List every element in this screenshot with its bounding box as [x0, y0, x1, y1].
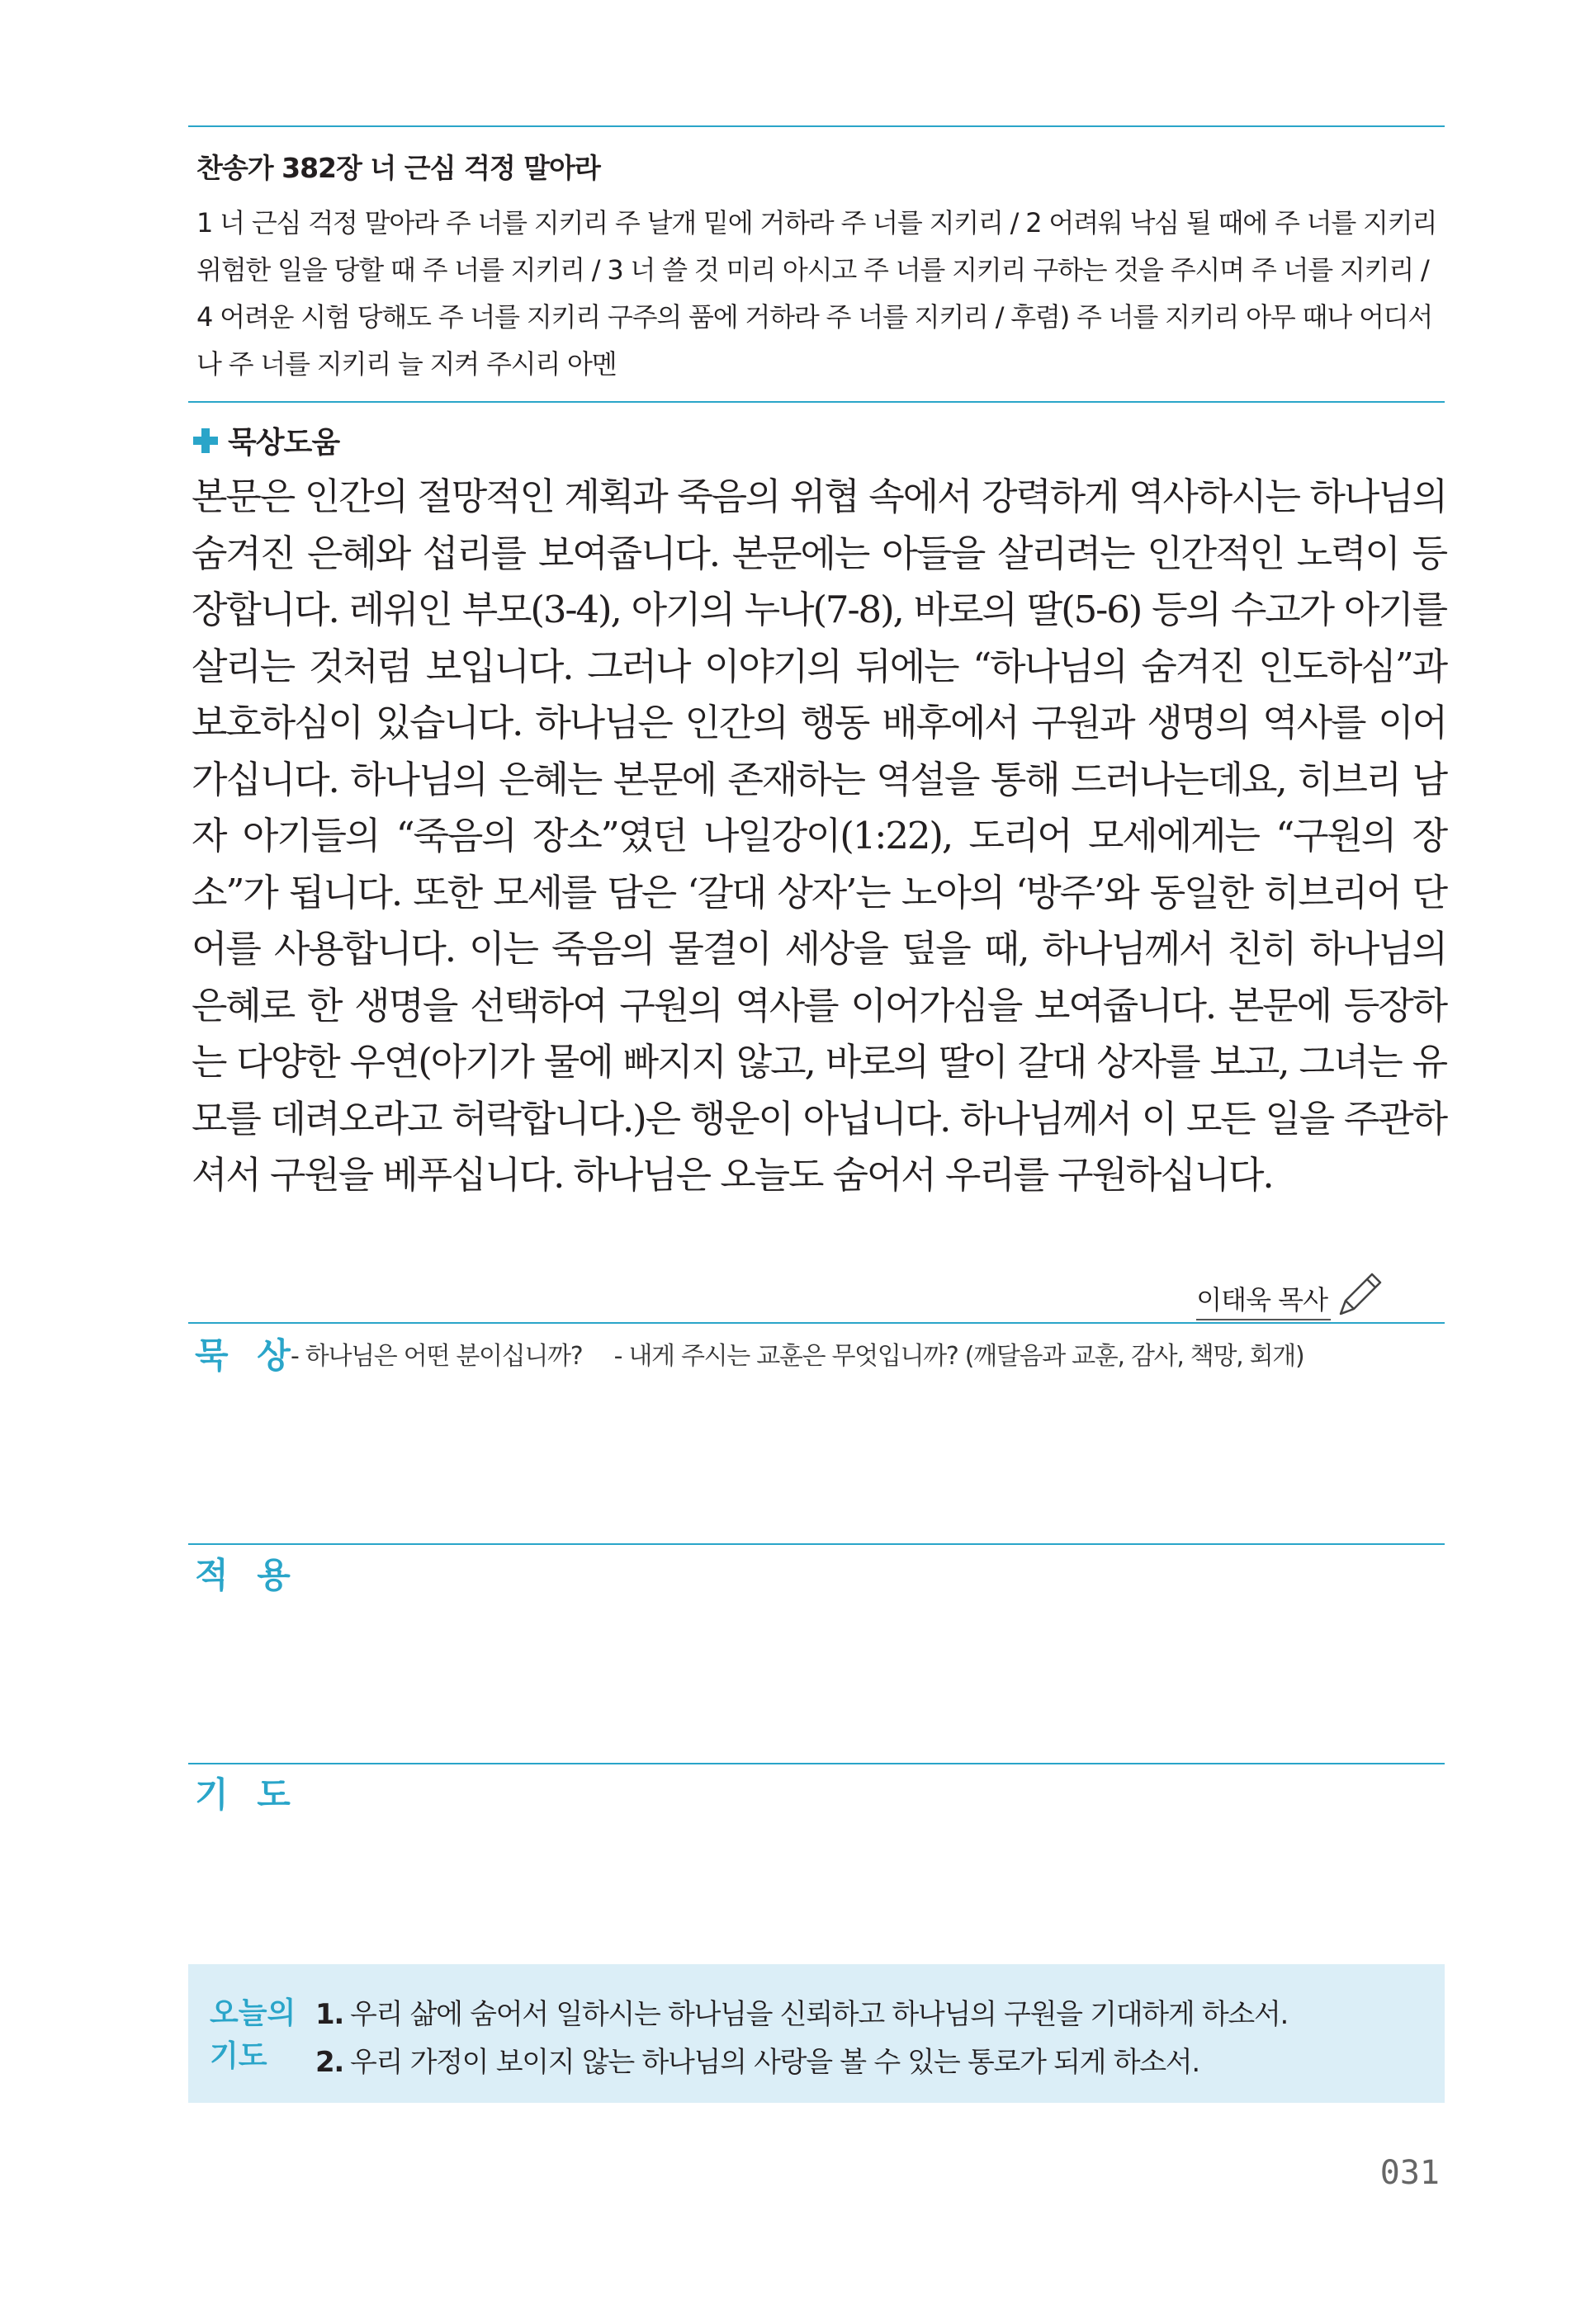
today-prayer-label — [210, 1992, 296, 2078]
prayer-label: 기 도 — [195, 1774, 299, 1815]
reflection-label: 묵 상 — [195, 1335, 299, 1376]
today-prayer-label-line1: 오늘의 — [210, 1996, 296, 2030]
prayer-item-number: 2. — [315, 2046, 343, 2079]
today-prayer-list — [315, 1991, 1288, 2086]
hymn-lyrics: 1 너 근심 걱정 말아라 주 너를 지키리 주 날개 밑에 거하라 주 너를 지키리 / 2 어려워 낙심 될 때에 주 너를 지키리 위험한 일을 당할 때 주 너를 지키리 / 3 너 쓸 것 미리 아시고 주 너를 지키리 구하는 것을 주시며 주 너를 지키리 / 4 어려운 시험 당해도 주 너를 지키리 구주의 품에 거하라 주 너를 지키리 / 후렴) 주 너를 지키리 아무 때나 어디서나 주 너를 지키리 늘 지켜 주시리 아멘 — [196, 207, 1437, 380]
hymn-title: 찬송가 382장 너 근심 걱정 말아라 — [196, 152, 600, 184]
meditation-heading-label: 묵상도움 — [228, 426, 340, 460]
page-number: 031 — [1379, 2154, 1440, 2192]
author-name: 이태욱 목사 — [1196, 1279, 1331, 1320]
today-prayer-box — [188, 1964, 1445, 2103]
reflection-question-2: - 내게 주시는 교훈은 무엇입니까? (깨달음과 교훈, 감사, 책망, 회개) — [613, 1342, 1304, 1371]
application-rule — [188, 1543, 1445, 1545]
list-item — [315, 2038, 1288, 2086]
top-rule — [188, 125, 1445, 127]
list-item — [315, 1991, 1288, 2038]
meditation-heading — [193, 419, 339, 461]
hymn-bottom-rule — [188, 401, 1445, 403]
reflection-questions — [291, 1335, 1328, 1372]
meditation-body: 본문은 인간의 절망적인 계획과 죽음의 위협 속에서 강력하게 역사하시는 하나님의 숨겨진 은혜와 섭리를 보여줍니다. 본문에는 아들을 살리려는 인간적인 노력이 등장합니다. 레위인 부모(3-4), 아기의 누나(7-8), 바로의 딸(5-6) 등의 수고가 아기를 살리는 것처럼 보입니다. 그러나 이야기의 뒤에는 “하나님의 숨겨진 인도하심”과 보호하심이 있습니다. 하나님은 인간의 행동 배후에서 구원과 생명의 역사를 이어 가십니다. 하나님의 은혜는 본문에 존재하는 역설을 통해 드러나는데요, 히브리 남자 아기들의 “죽음의 장소”였던 나일강이(1:22), 도리어 모세에게는 “구원의 장소”가 됩니다. 또한 모세를 담은 ‘갈대 상자’는 노아의 ‘방주’와 동일한 히브리어 단어를 사용합니다. 이는 죽음의 물결이 세상을 덮을 때, 하나님께서 친히 하나님의 은혜로 한 생명을 선택하여 구원의 역사를 이어가심을 보여줍니다. 본문에 등장하는 다양한 우연(아기가 물에 빠지지 않고, 바로의 딸이 갈대 상자를 보고, 그녀는 유모를 데려오라고 허락합니다.)은 행운이 아닙니다. 하나님께서 이 모든 일을 주관하셔서 구원을 베푸십니다. 하나님은 오늘도 숨어서 우리를 구원하십니다. — [192, 475, 1446, 1197]
prayer-rule — [188, 1763, 1445, 1764]
reflection-question-1: - 하나님은 어떤 분이십니까? — [291, 1342, 583, 1371]
prayer-item-text: 우리 가정이 보이지 않는 하나님의 사랑을 볼 수 있는 통로가 되게 하소서. — [349, 2046, 1199, 2079]
prayer-item-text: 우리 삶에 숨어서 일하시는 하나님을 신뢰하고 하나님의 구원을 기대하게 하소서. — [349, 1998, 1289, 2031]
plus-icon — [193, 428, 218, 453]
reflection-rule — [188, 1322, 1445, 1324]
application-label: 적 용 — [195, 1555, 299, 1595]
prayer-item-number: 1. — [315, 1998, 343, 2031]
today-prayer-label-line2: 기도 — [210, 2039, 267, 2073]
author-signature — [1196, 1268, 1387, 1320]
pencil-icon — [1331, 1268, 1387, 1320]
